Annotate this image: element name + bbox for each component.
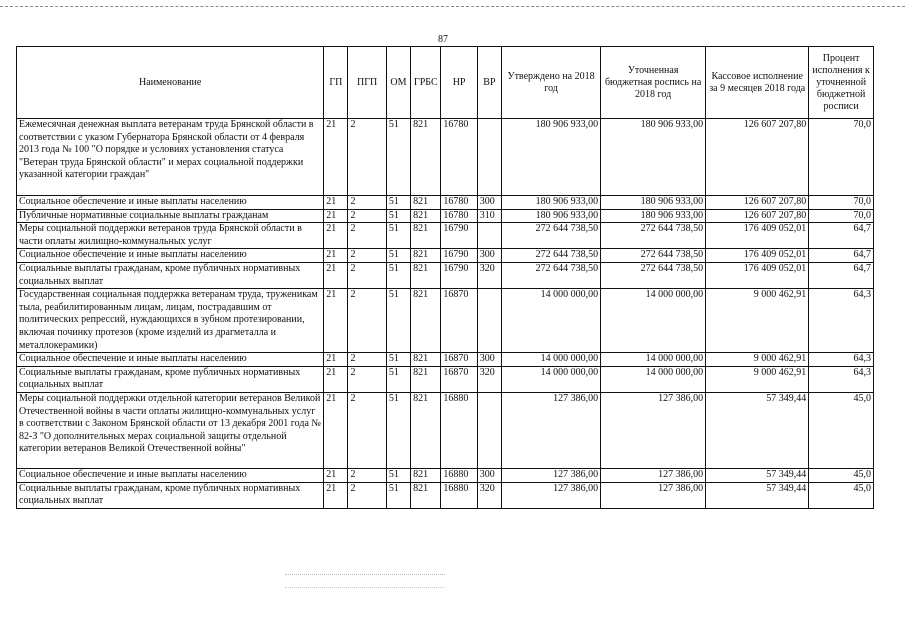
row-refined: 14 000 000,00 [601, 289, 706, 353]
header-refined: Уточненная бюджетная роспись на 2018 год [601, 47, 706, 119]
row-percent: 64,3 [809, 353, 874, 367]
row-cash: 57 349,44 [706, 482, 809, 508]
row-gp: 21 [324, 366, 348, 392]
row-vr: 300 [477, 468, 501, 482]
row-om: 51 [386, 223, 410, 249]
row-gp: 21 [324, 289, 348, 353]
row-gp: 21 [324, 209, 348, 223]
row-approved: 127 386,00 [502, 468, 601, 482]
table-row [17, 392, 874, 468]
row-name: Социальные выплаты гражданам, кроме публичных нормативных социальных выплат [17, 366, 324, 392]
row-vr: 320 [477, 482, 501, 508]
row-ppgp: 2 [348, 353, 386, 367]
row-percent: 64,7 [809, 223, 874, 249]
row-np: 16790 [441, 223, 477, 249]
row-vr [477, 119, 501, 196]
header-grbs: ГРБС [411, 47, 441, 119]
row-om: 51 [386, 353, 410, 367]
row-np: 16880 [441, 482, 477, 508]
row-om: 51 [386, 209, 410, 223]
row-gp: 21 [324, 196, 348, 210]
table-row [17, 196, 874, 210]
table-row [17, 289, 874, 353]
row-vr: 300 [477, 249, 501, 263]
row-refined: 127 386,00 [601, 482, 706, 508]
row-cash: 176 409 052,01 [706, 249, 809, 263]
row-om: 51 [386, 482, 410, 508]
row-approved: 14 000 000,00 [502, 366, 601, 392]
row-refined: 272 644 738,50 [601, 262, 706, 288]
row-om: 51 [386, 468, 410, 482]
scan-top-edge [0, 0, 905, 7]
row-ppgp: 2 [348, 392, 386, 468]
row-ppgp: 2 [348, 209, 386, 223]
row-cash: 126 607 207,80 [706, 119, 809, 196]
row-ppgp: 2 [348, 468, 386, 482]
row-percent: 64,7 [809, 262, 874, 288]
row-cash: 9 000 462,91 [706, 366, 809, 392]
row-percent: 70,0 [809, 119, 874, 196]
row-approved: 180 906 933,00 [502, 119, 601, 196]
row-vr: 300 [477, 353, 501, 367]
row-om: 51 [386, 119, 410, 196]
header-gp: ГП [324, 47, 348, 119]
row-refined: 127 386,00 [601, 468, 706, 482]
row-gp: 21 [324, 119, 348, 196]
row-vr: 320 [477, 366, 501, 392]
row-om: 51 [386, 196, 410, 210]
row-refined: 14 000 000,00 [601, 366, 706, 392]
row-gp: 21 [324, 482, 348, 508]
row-gp: 21 [324, 223, 348, 249]
header-vr: ВР [477, 47, 501, 119]
row-vr: 320 [477, 262, 501, 288]
row-om: 51 [386, 289, 410, 353]
row-approved: 180 906 933,00 [502, 209, 601, 223]
row-np: 16870 [441, 289, 477, 353]
row-ppgp: 2 [348, 366, 386, 392]
row-gp: 21 [324, 262, 348, 288]
row-np: 16880 [441, 468, 477, 482]
table-row [17, 119, 874, 196]
row-name: Социальное обеспечение и иные выплаты населению [17, 196, 324, 210]
page-number: 87 [438, 34, 448, 45]
header-ppgp: ПГП [348, 47, 386, 119]
row-vr: 310 [477, 209, 501, 223]
header-name: Наименование [17, 47, 324, 119]
row-percent: 45,0 [809, 468, 874, 482]
row-refined: 14 000 000,00 [601, 353, 706, 367]
row-percent: 64,3 [809, 366, 874, 392]
row-np: 16790 [441, 249, 477, 263]
row-percent: 64,3 [809, 289, 874, 353]
row-np: 16780 [441, 119, 477, 196]
header-percent: Процент исполнения к уточненной бюджетной росписи [809, 47, 874, 119]
row-cash: 176 409 052,01 [706, 223, 809, 249]
row-grbs: 821 [411, 262, 441, 288]
row-approved: 14 000 000,00 [502, 353, 601, 367]
row-approved: 272 644 738,50 [502, 262, 601, 288]
row-grbs: 821 [411, 353, 441, 367]
row-grbs: 821 [411, 209, 441, 223]
row-gp: 21 [324, 353, 348, 367]
row-name: Государственная социальная поддержка ветеранам труда, труженикам тыла, реабилитированным лицам, лицам, пострадавшим от политических репрессий, нуждающихся в зубном протезировании, включая починку протезов (кроме изделий из драгметалла и металлокерамики) [17, 289, 324, 353]
row-approved: 14 000 000,00 [502, 289, 601, 353]
row-approved: 127 386,00 [502, 482, 601, 508]
table-header-row [17, 47, 874, 119]
table-row [17, 482, 874, 508]
table-row [17, 262, 874, 288]
row-name: Меры социальной поддержки ветеранов труда Брянской области в части оплаты жилищно-коммунальных услуг [17, 223, 324, 249]
table-row [17, 468, 874, 482]
row-om: 51 [386, 249, 410, 263]
row-np: 16870 [441, 353, 477, 367]
row-grbs: 821 [411, 223, 441, 249]
row-om: 51 [386, 262, 410, 288]
row-grbs: 821 [411, 366, 441, 392]
table-row [17, 353, 874, 367]
table-row [17, 249, 874, 263]
row-name: Социальные выплаты гражданам, кроме публичных нормативных социальных выплат [17, 262, 324, 288]
row-gp: 21 [324, 392, 348, 468]
row-name: Социальное обеспечение и иные выплаты населению [17, 468, 324, 482]
row-name: Социальное обеспечение и иные выплаты населению [17, 353, 324, 367]
row-om: 51 [386, 392, 410, 468]
row-refined: 272 644 738,50 [601, 223, 706, 249]
row-name: Ежемесячная денежная выплата ветеранам труда Брянской области в соответствии с указом Губернатора Брянской области от 4 февраля 2013 года № 100 "О порядке и условиях установления статуса "Ветеран труда Брянской области" и мерах социальной поддержки указанной категории граждан" [17, 119, 324, 196]
row-name: Публичные нормативные социальные выплаты гражданам [17, 209, 324, 223]
header-om: ОМ [386, 47, 410, 119]
row-percent: 45,0 [809, 392, 874, 468]
row-np: 16780 [441, 196, 477, 210]
row-name: Социальные выплаты гражданам, кроме публичных нормативных социальных выплат [17, 482, 324, 508]
row-refined: 180 906 933,00 [601, 119, 706, 196]
row-cash: 176 409 052,01 [706, 262, 809, 288]
row-grbs: 821 [411, 249, 441, 263]
row-ppgp: 2 [348, 262, 386, 288]
row-percent: 64,7 [809, 249, 874, 263]
row-np: 16870 [441, 366, 477, 392]
row-approved: 127 386,00 [502, 392, 601, 468]
row-ppgp: 2 [348, 196, 386, 210]
row-percent: 45,0 [809, 482, 874, 508]
row-np: 16790 [441, 262, 477, 288]
row-refined: 272 644 738,50 [601, 249, 706, 263]
row-grbs: 821 [411, 289, 441, 353]
row-percent: 70,0 [809, 196, 874, 210]
row-vr: 300 [477, 196, 501, 210]
row-name: Меры социальной поддержки отдельной категории ветеранов Великой Отечественной войны в части оплаты жилищно-коммунальных услуг в соответствии с Законом Брянской области от 13 декабря 2001 года № 82-З "О дополнительных мерах социальной защиты отдельной категории ветеранов Великой Отечественной войны" [17, 392, 324, 468]
row-ppgp: 2 [348, 249, 386, 263]
row-om: 51 [386, 366, 410, 392]
header-cash: Кассовое исполнение за 9 месяцев 2018 года [706, 47, 809, 119]
row-approved: 272 644 738,50 [502, 249, 601, 263]
table-body [17, 119, 874, 509]
row-refined: 127 386,00 [601, 392, 706, 468]
row-refined: 180 906 933,00 [601, 209, 706, 223]
row-refined: 180 906 933,00 [601, 196, 706, 210]
table-row [17, 209, 874, 223]
row-name: Социальное обеспечение и иные выплаты населению [17, 249, 324, 263]
row-grbs: 821 [411, 196, 441, 210]
row-ppgp: 2 [348, 289, 386, 353]
row-approved: 180 906 933,00 [502, 196, 601, 210]
row-np: 16780 [441, 209, 477, 223]
row-grbs: 821 [411, 468, 441, 482]
row-cash: 9 000 462,91 [706, 289, 809, 353]
row-gp: 21 [324, 249, 348, 263]
table-row [17, 366, 874, 392]
row-grbs: 821 [411, 392, 441, 468]
row-np: 16880 [441, 392, 477, 468]
row-percent: 70,0 [809, 209, 874, 223]
row-grbs: 821 [411, 119, 441, 196]
row-cash: 126 607 207,80 [706, 196, 809, 210]
header-np: НР [441, 47, 477, 119]
table-row [17, 223, 874, 249]
row-ppgp: 2 [348, 482, 386, 508]
scan-artifact [285, 574, 445, 588]
row-cash: 57 349,44 [706, 468, 809, 482]
budget-table [16, 46, 874, 509]
row-vr [477, 223, 501, 249]
row-ppgp: 2 [348, 119, 386, 196]
row-approved: 272 644 738,50 [502, 223, 601, 249]
row-vr [477, 392, 501, 468]
header-approved: Утверждено на 2018 год [502, 47, 601, 119]
row-cash: 9 000 462,91 [706, 353, 809, 367]
row-ppgp: 2 [348, 223, 386, 249]
row-grbs: 821 [411, 482, 441, 508]
row-vr [477, 289, 501, 353]
row-cash: 126 607 207,80 [706, 209, 809, 223]
row-gp: 21 [324, 468, 348, 482]
row-cash: 57 349,44 [706, 392, 809, 468]
